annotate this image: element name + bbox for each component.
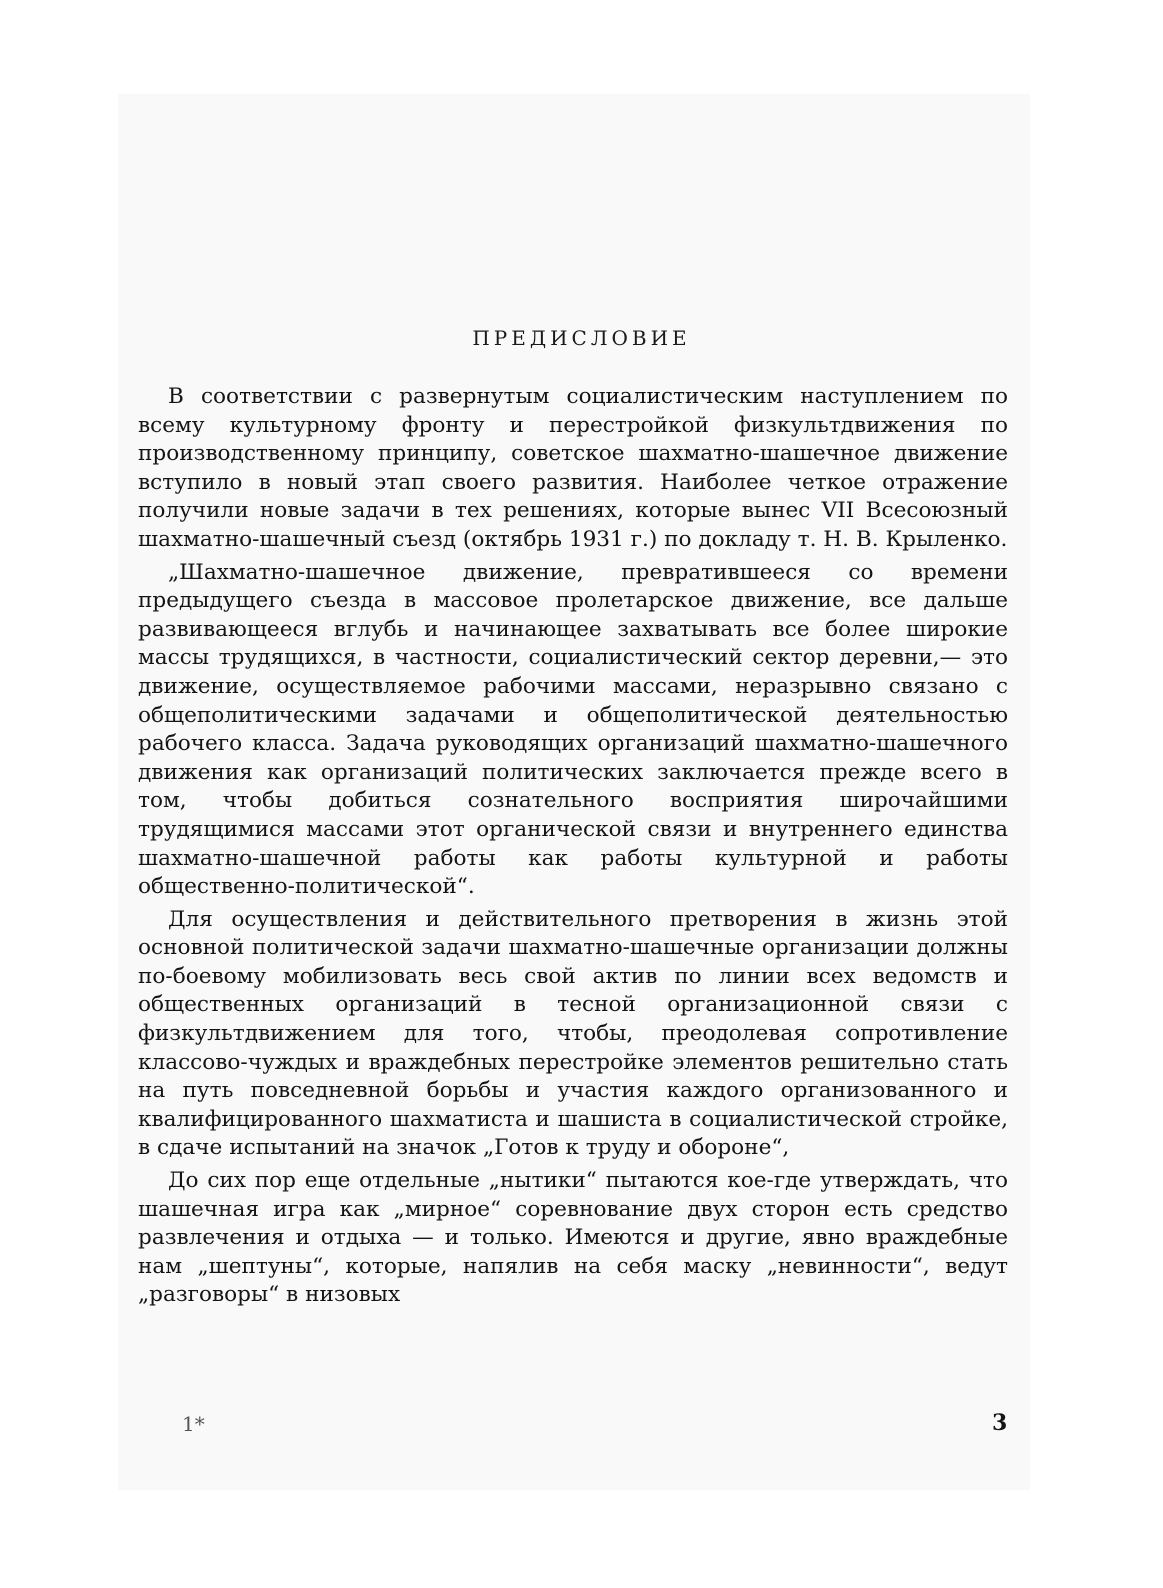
page-title: ПРЕДИСЛОВИЕ	[472, 326, 691, 350]
paragraph-4: До сих пор еще отдельные „нытики“ пытаются кое-где утверждать, что шашечная игра как „мирное“ соревнование двух сторон есть средство развлечения и отдыха — и только. Имеются и другие, явно враждебные нам „шептуны“, которые, напялив на себя маску „невинности“, ведут „разговоры“ в низовых	[138, 1168, 1008, 1308]
paragraph-1: В соответствии с развернутым социалистическим наступлением по всему культурному фронту и перестройкой физкультдвижения по производственному принципу, советское шахматно-шашечное движение вступило в новый этап своего развития. Наиболее четкое отражение получили новые задачи в тех решениях, которые вынес VII Всесоюзный шахматно-шашечный съезд (октябрь 1931 г.) по докладу т. Н. В. Крыленко.	[138, 384, 1008, 552]
paragraph-3: Для осуществления и действительного претворения в жизнь этой основной политической задачи шахматно-шашечные организации должны по-боевому мобилизовать весь свой актив по линии всех ведомств и общественных организаций в тесной организационной связи с физкультдвижением для того, чтобы, преодолевая сопротивление классово-чуждых и враждебных перестройке элементов решительно стать на путь повседневной борьбы и участия каждого организованного и квалифицированного шахматиста и шашиста в социалистической стройке, в сдаче испытаний на значок „Готов к труду и обороне“,	[138, 906, 1008, 1161]
signature-mark: 1*	[182, 1412, 205, 1436]
body-text	[138, 383, 1008, 1314]
paragraph-2: „Шахматно-шашечное движение, превратившееся со времени предыдущего съезда в массовое пролетарское движение, все дальше развивающееся вглубь и начинающее захватывать все более широкие массы трудящихся, в частности, социалистический сектор деревни,— это движение, осуществляемое рабочими массами, неразрывно связано с общеполитическими задачами и общеполитической деятельностью рабочего класса. Задача руководящих организаций шахматно-шашечного движения как организаций политических заключается прежде всего в том, чтобы добиться сознательного восприятия широчайшими трудящимися массами этот органической связи и внутреннего единства шахматно-шашечной работы как работы культурной и работы общественно-политической“.	[138, 559, 1008, 900]
page-number: 3	[992, 1410, 1008, 1436]
